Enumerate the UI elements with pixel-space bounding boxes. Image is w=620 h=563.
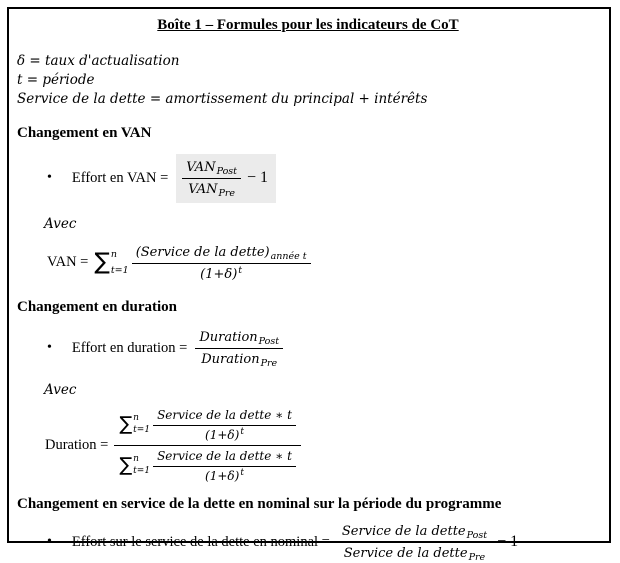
formula-box bbox=[7, 7, 611, 563]
avec-label-duration: Avec bbox=[44, 381, 77, 398]
sum-limits: n t=1 bbox=[133, 413, 151, 436]
bullet-icon: • bbox=[47, 170, 52, 186]
effort-nominal-label: Effort sur le service de la dette en nominal = bbox=[71, 533, 330, 550]
nominal-ratio-fraction bbox=[338, 522, 491, 563]
bullet-icon: • bbox=[47, 340, 52, 356]
bullet-effort-duration bbox=[47, 328, 599, 369]
minus-one-suffix: − 1 bbox=[497, 533, 519, 551]
duration-lhs: Duration = bbox=[45, 436, 109, 453]
sigma-icon: ∑ bbox=[119, 413, 133, 436]
fraction-numerator: (Service de la $dette)_{année t}$ bbox=[132, 243, 311, 264]
sum-operator bbox=[119, 455, 150, 476]
bullet-effort-nominal bbox=[47, 522, 599, 563]
sum-limits: n t=1 bbox=[110, 248, 129, 277]
definition-t: t = période bbox=[17, 72, 95, 88]
bullet-icon: • bbox=[47, 534, 52, 550]
bullet-effort-van bbox=[47, 154, 599, 203]
fraction-numerator: Service de la dette ∗ t bbox=[153, 448, 296, 467]
van-lhs: VAN = bbox=[47, 254, 89, 271]
duration-ratio-fraction bbox=[195, 328, 283, 369]
effort-van-label: Effort en VAN = bbox=[71, 169, 169, 186]
van-sum-fraction bbox=[132, 243, 311, 284]
definition-service-dette: Service de la dette = amortissement du principal + intérêts bbox=[17, 91, 428, 107]
definition-delta: δ = taux d'actualisation bbox=[17, 53, 180, 69]
sum-operator bbox=[94, 250, 128, 276]
effort-duration-label: Effort en duration = bbox=[71, 339, 188, 356]
sum-limits: n t=1 bbox=[133, 454, 151, 477]
sigma-icon: ∑ bbox=[119, 454, 133, 477]
heading-changement-duration: Changement en duration bbox=[17, 299, 178, 315]
fraction-denominator: Duration$_{Pre}$ bbox=[201, 352, 278, 370]
minus-one-suffix: − 1 bbox=[247, 169, 269, 187]
duration-formula bbox=[45, 407, 599, 485]
sum-operator bbox=[119, 414, 150, 435]
fraction-denominator: $VAN_{Pre}$ bbox=[188, 182, 236, 200]
definitions-block bbox=[17, 52, 599, 109]
sigma-icon: ∑ bbox=[94, 249, 110, 276]
effort-van-formula-highlight bbox=[176, 154, 276, 203]
fraction-denominator: $(1+\delta)^t$ bbox=[200, 264, 243, 282]
heading-changement-nominal: Changement en service de la dette en nominal sur la période du programme bbox=[17, 496, 502, 512]
inner-fraction bbox=[153, 448, 296, 484]
fraction-numerator: Service de la dette ∗ t bbox=[153, 407, 296, 426]
heading-changement-van: Changement en VAN bbox=[17, 125, 152, 141]
big-fraction-numerator bbox=[114, 407, 301, 446]
fraction-denominator: Service de la dette$_{Pre}$ bbox=[343, 546, 486, 563]
fraction-denominator: $(1+\delta)^t$ bbox=[205, 426, 244, 442]
fraction-denominator: $(1+\delta)^t$ bbox=[205, 467, 244, 483]
inner-fraction bbox=[153, 407, 296, 443]
avec-label-van: Avec bbox=[44, 215, 77, 232]
van-ratio-fraction bbox=[182, 158, 241, 199]
box-title: Boîte 1 – Formules pour les indicateurs de CoT bbox=[157, 17, 459, 33]
big-fraction-denominator bbox=[119, 446, 296, 484]
fraction-numerator: $VAN_{Post}$ bbox=[182, 158, 241, 179]
fraction-numerator: Duration$_{Post}$ bbox=[195, 328, 283, 349]
duration-big-fraction bbox=[114, 407, 301, 485]
fraction-numerator: Service de la dette$_{Post}$ bbox=[338, 522, 491, 543]
van-sum-formula bbox=[47, 243, 599, 284]
